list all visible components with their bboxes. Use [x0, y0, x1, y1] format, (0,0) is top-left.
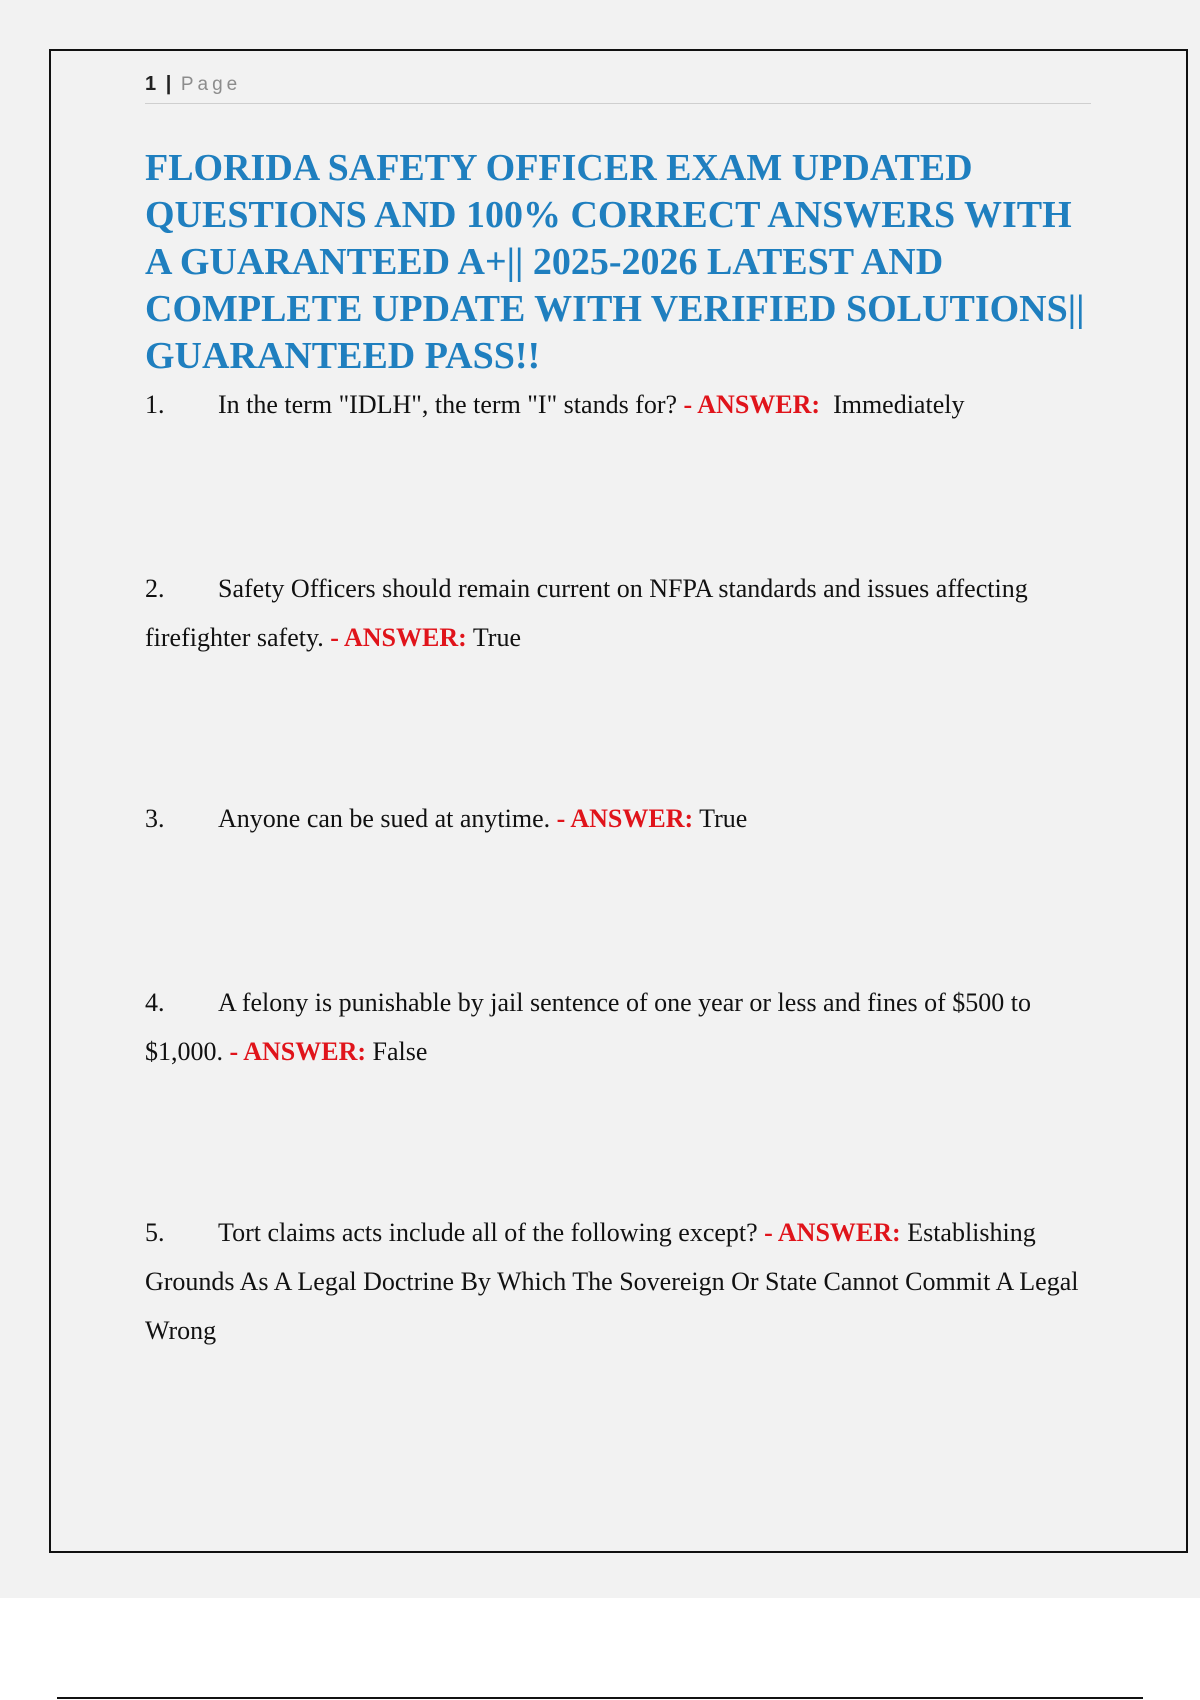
answer-marker: - ANSWER:	[556, 804, 694, 833]
question-number: 2.	[145, 574, 165, 603]
document-title: FLORIDA SAFETY OFFICER EXAM UPDATED QUESTIONS AND 100% CORRECT ANSWERS WITH A GUARANTEED A+|| 2025-2026 LATEST AND COMPLETE UPDATE WITH VERIFIED SOLUTIONS|| GUARANTEED PASS!!	[145, 147, 1085, 377]
answer-marker: - ANSWER:	[330, 623, 467, 652]
page-number: 1	[145, 73, 157, 95]
answer-text: True	[699, 804, 748, 833]
page-header	[145, 70, 1091, 104]
answer-text: True	[472, 623, 521, 652]
qa-item-1	[145, 380, 1095, 429]
answer-text: Immediately	[833, 390, 965, 419]
question-number: 4.	[145, 988, 165, 1017]
question-text: A felony is punishable by jail sentence of one year or less and fines of $500 to $1,000.	[145, 988, 1032, 1066]
qa-item-2	[145, 564, 1095, 662]
answer-marker: - ANSWER:	[683, 390, 821, 419]
question-number: 1.	[145, 390, 165, 419]
question-text: Anyone can be sued at anytime.	[218, 804, 551, 833]
qa-item-5	[145, 1208, 1095, 1355]
answer-text: Establishing Grounds As A Legal Doctrine By Which The Sovereign Or State Cannot Commit A Legal Wrong	[145, 1218, 1079, 1345]
question-text: Tort claims acts include all of the following except?	[218, 1218, 758, 1247]
qa-item-3	[145, 794, 1095, 843]
next-page-divider	[57, 1697, 1143, 1699]
question-number: 5.	[145, 1218, 165, 1247]
qa-item-4	[145, 978, 1095, 1076]
answer-text: False	[372, 1037, 428, 1066]
answer-marker: - ANSWER:	[229, 1037, 367, 1066]
question-number: 3.	[145, 804, 165, 833]
question-text: Safety Officers should remain current on NFPA standards and issues affecting firefighter safety.	[145, 574, 1028, 652]
question-text: In the term "IDLH", the term "I" stands for?	[218, 390, 678, 419]
page-separator: |	[165, 73, 172, 95]
answer-marker: - ANSWER:	[764, 1218, 901, 1247]
page-label: Page	[180, 74, 242, 95]
